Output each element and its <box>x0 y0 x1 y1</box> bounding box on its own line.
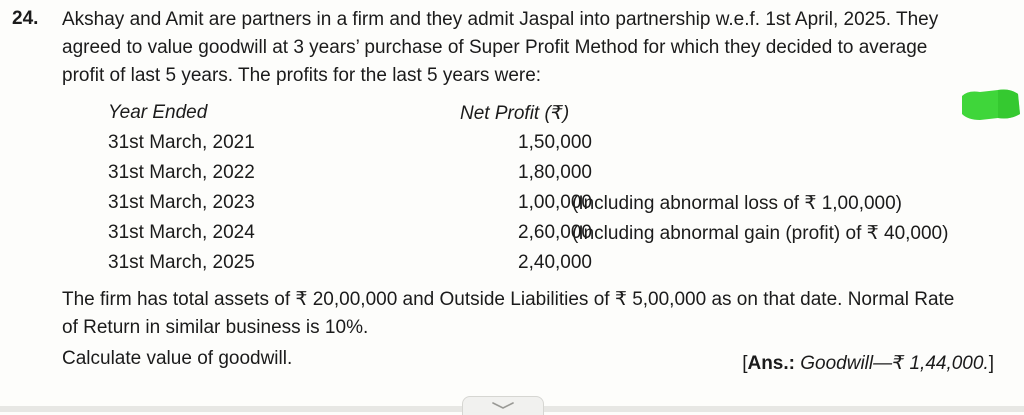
table-row <box>108 248 988 278</box>
header-year-ended: Year Ended <box>108 102 208 123</box>
row-note: (Including abnormal loss of ₹ 1,00,000) <box>572 193 902 214</box>
row-profit: 1,00,000 <box>518 192 592 213</box>
row-profit: 1,80,000 <box>518 162 592 183</box>
intro-line-2: agreed to value goodwill at 3 years’ purchase of Super Profit Method for which they decided to average <box>62 37 928 58</box>
answer-value: Goodwill—₹ 1,44,000. <box>794 353 989 374</box>
row-note: (Including abnormal gain (profit) of ₹ 40,000) <box>572 223 949 244</box>
table-header-row <box>108 98 988 128</box>
intro-line-1: Akshay and Amit are partners in a firm and they admit Jaspal into partnership w.e.f. 1st April, 2025. They <box>62 9 939 30</box>
question-closing <box>62 286 1002 342</box>
table-row <box>108 128 988 158</box>
question-number: 24. <box>12 8 39 29</box>
header-net-profit: Net Profit (₹) <box>460 103 570 124</box>
collapse-handle[interactable] <box>462 396 544 415</box>
green-highlighter-mark <box>958 86 1024 124</box>
row-year: 31st March, 2023 <box>108 192 255 213</box>
answer-text <box>742 352 994 375</box>
row-profit: 2,40,000 <box>518 252 592 273</box>
instruction-text: Calculate value of goodwill. <box>62 348 293 369</box>
row-year: 31st March, 2021 <box>108 132 255 153</box>
table-row <box>108 188 988 218</box>
answer-label: Ans.: <box>747 353 795 374</box>
row-profit: 1,50,000 <box>518 132 592 153</box>
intro-line-3: profit of last 5 years. The profits for the last 5 years were: <box>62 65 542 86</box>
answer-open-bracket: [ <box>742 353 748 374</box>
row-year: 31st March, 2022 <box>108 162 255 183</box>
closing-line-1: The firm has total assets of ₹ 20,00,000 and Outside Liabilities of ₹ 5,00,000 as on that date. Normal Rate <box>62 289 955 310</box>
table-row <box>108 158 988 188</box>
question-intro <box>62 6 1002 90</box>
table-row <box>108 218 988 248</box>
answer-close-bracket: ] <box>988 353 994 374</box>
chevron-down-icon <box>491 402 515 410</box>
closing-line-2: of Return in similar business is 10%. <box>62 317 369 338</box>
row-year: 31st March, 2025 <box>108 252 255 273</box>
profit-table <box>108 98 988 278</box>
row-year: 31st March, 2024 <box>108 222 255 243</box>
row-profit: 2,60,000 <box>518 222 592 243</box>
